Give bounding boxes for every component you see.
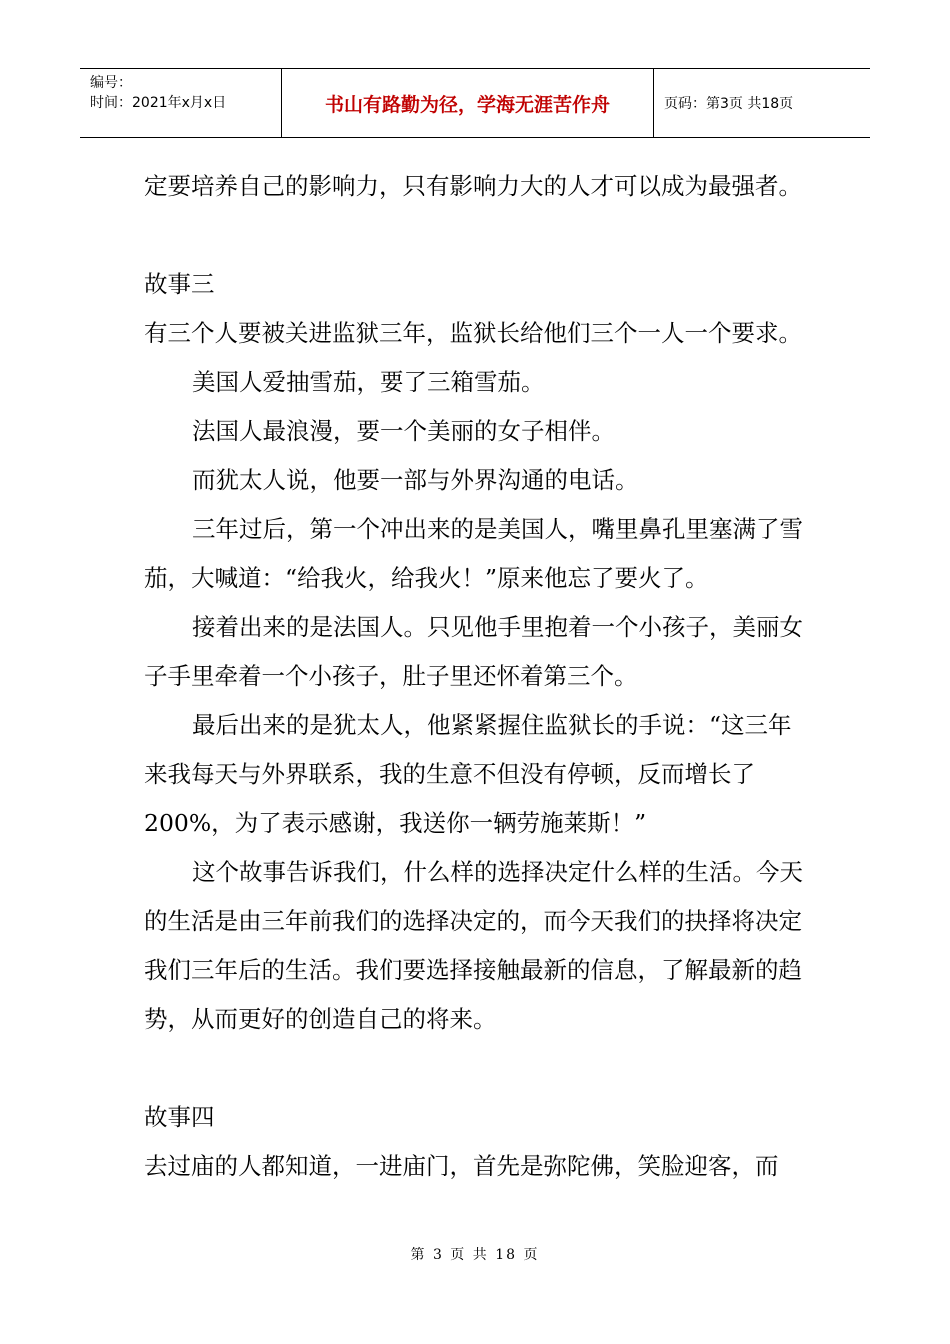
page-footer: 第 3 页 共 18 页 <box>410 1247 540 1263</box>
story-heading-4: 故事四 <box>144 1103 215 1131</box>
paragraph: 美国人爱抽雪茄，要了三箱雪茄。 <box>192 368 545 396</box>
paragraph: 法国人最浪漫，要一个美丽的女子相伴。 <box>192 417 615 445</box>
paragraph: 有三个人要被关进监狱三年，监狱长给他们三个一人一个要求。 <box>144 319 802 347</box>
document-body <box>144 162 808 1191</box>
paragraph: 而犹太人说，他要一部与外界沟通的电话。 <box>192 466 639 494</box>
paragraph: 最后出来的是犹太人，他紧紧握住监狱长的手说：“这三年来我每天与外界联系，我的生意不但没有停顿，反而增长了200%，为了表示感谢，我送你一辆劳施莱斯！” <box>144 711 792 837</box>
paragraph: 去过庙的人都知道，一进庙门，首先是弥陀佛，笑脸迎客，而 <box>144 1152 779 1180</box>
paragraph: 三年过后，第一个冲出来的是美国人，嘴里鼻孔里塞满了雪茄，大喊道：“给我火，给我火！”原来他忘了要火了。 <box>144 515 803 592</box>
paragraph: 定要培养自己的影响力，只有影响力大的人才可以成为最强者。 <box>144 172 802 200</box>
header-page-info: 页码：第3页 共18页 <box>664 96 794 112</box>
page-header <box>80 68 870 138</box>
paragraph: 接着出来的是法国人。只见他手里抱着一个小孩子，美丽女子手里牵着一个小孩子，肚子里还怀着第三个。 <box>144 613 803 690</box>
paragraph: 这个故事告诉我们，什么样的选择决定什么样的生活。今天的生活是由三年前我们的选择决定的，而今天我们的抉择将决定我们三年后的生活。我们要选择接触最新的信息，了解最新的趋势，从而更好的创造自己的将来。 <box>144 858 803 1033</box>
header-meta <box>80 69 282 137</box>
header-motto: 书山有路勤为径，学海无涯苦作舟 <box>282 69 654 137</box>
story-heading-3: 故事三 <box>144 270 215 298</box>
document-number: 编号： <box>90 75 132 91</box>
document-time: 时间：2021年x月x日 <box>90 95 227 111</box>
